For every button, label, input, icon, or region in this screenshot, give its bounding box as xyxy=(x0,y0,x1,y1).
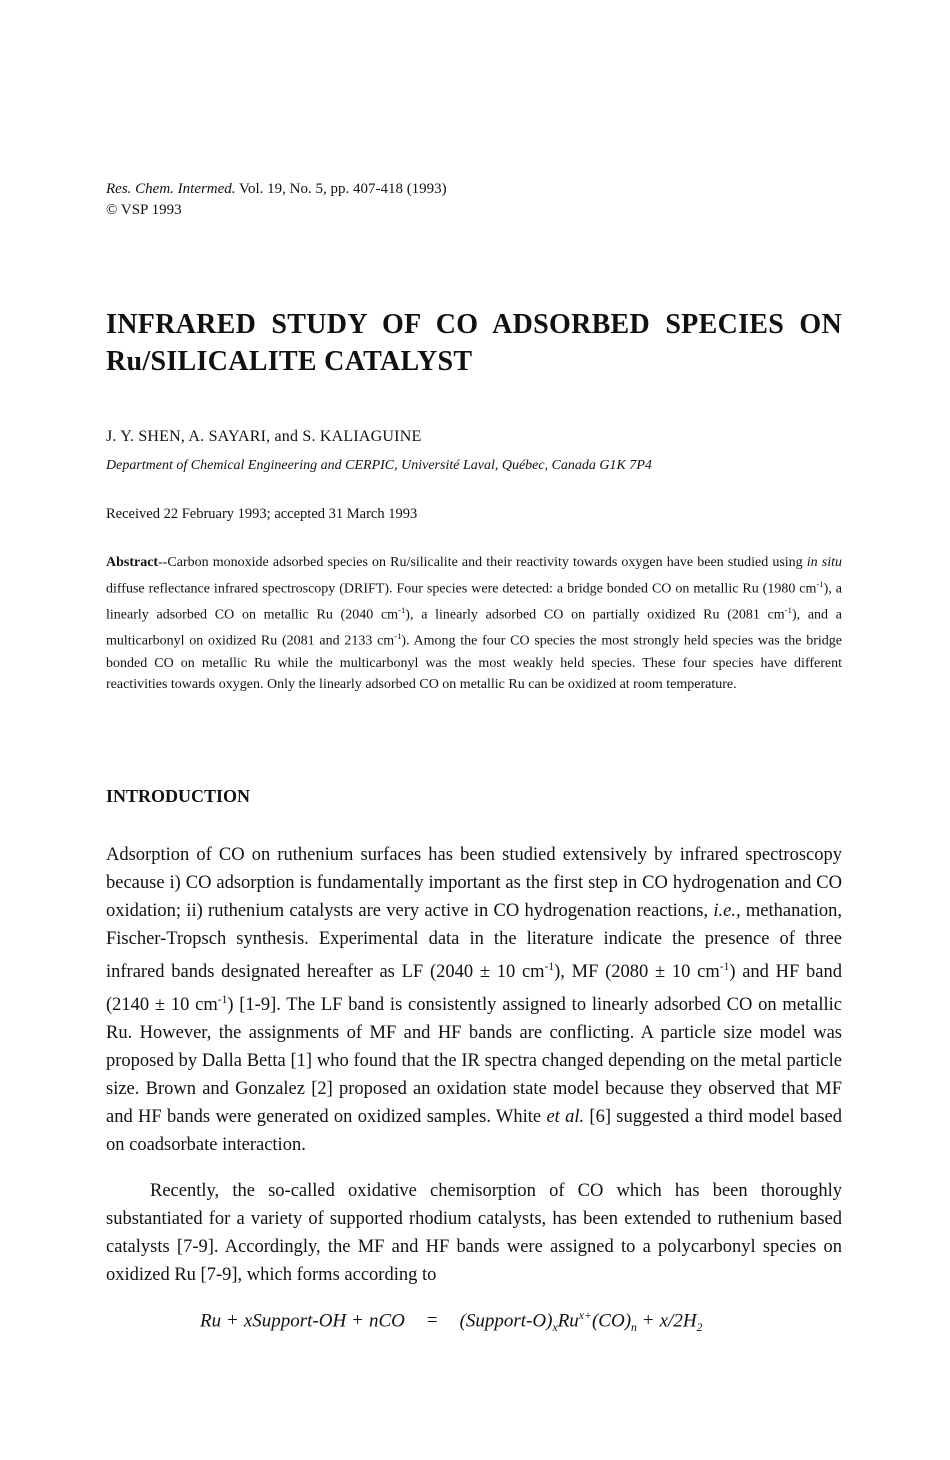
eq-operator: + xyxy=(642,1310,654,1332)
paragraph-italic: i.e., xyxy=(713,901,741,921)
eq-term: Ru xyxy=(200,1310,222,1332)
copyright: © VSP 1993 xyxy=(106,202,182,218)
eq-operator: + xyxy=(227,1310,238,1332)
abstract xyxy=(106,552,842,696)
affiliation: Department of Chemical Engineering and CERPIC, Université Laval, Québec, Canada G1K 7P4 xyxy=(106,458,652,473)
abstract-text: diffuse reflectance infrared spectroscopy (DRIFT). Four species were detected: a bridge bonded CO on metallic Ru (1980 cm xyxy=(106,581,817,597)
abstract-text: ), and a multicarbonyl on oxidized Ru (2081 and 2133 cm xyxy=(106,607,842,650)
superscript: -1 xyxy=(217,994,228,1007)
journal-details: Vol. 19, No. 5, pp. 407-418 (1993) xyxy=(239,181,447,197)
subscript: 2 xyxy=(696,1321,703,1335)
superscript: x+ xyxy=(578,1309,592,1322)
abstract-label: Abstract xyxy=(106,555,159,570)
paragraph-2: Recently, the so-called oxidative chemisorption of CO which has been thoroughly substantiated for a variety of supported rhodium catalysts, has been extended to ruthenium based catalysts [7-9]. Accordingly, the MF and HF bands were assigned to a polycarbonyl species on oxidized Ru [7-9], which forms according to xyxy=(106,1181,842,1285)
eq-operator: = xyxy=(426,1310,438,1332)
abstract-text: ). Among the four CO species the most strongly held species was the bridge bonded CO on metallic Ru while the multicarbonyl was the most weakly held species. These four species have different reactivities towards oxygen. Only the linearly adsorbed CO on metallic Ru can be oxidized at room temperature. xyxy=(106,634,843,693)
received-dates: Received 22 February 1993; accepted 31 March 1993 xyxy=(106,506,418,522)
paragraph-italic: et al. xyxy=(546,1107,585,1128)
eq-term: xSupport-OH xyxy=(243,1310,347,1332)
paragraph-text: ), MF (2080 ± 10 cm xyxy=(554,962,720,983)
abstract-text: --Carbon monoxide adsorbed species on Ru/silicalite and their reactivity towards oxygen have been studied using xyxy=(158,555,807,570)
eq-operator: + xyxy=(352,1310,363,1332)
chemical-equation xyxy=(200,1309,702,1335)
subscript: n xyxy=(631,1321,637,1335)
journal-citation xyxy=(106,179,447,221)
superscript: -1 xyxy=(816,578,824,589)
paragraph-text: [6] suggested a third model based on coadsorbate interaction. xyxy=(106,1107,843,1156)
paragraph-text: Adsorption of CO on ruthenium surfaces has been studied extensively by infrared spectroscopy because i) CO adsorption is fundamentally important as the first step in CO hydrogenation and CO oxidation; ii) ruthenium catalysts are very active in CO hydrogenation reactions, xyxy=(106,845,842,921)
journal-name: Res. Chem. Intermed. xyxy=(106,181,236,197)
eq-term: (Support-O) xyxy=(459,1310,553,1332)
paragraph-text: ) and HF band (2140 ± 10 cm xyxy=(106,962,842,1016)
paper-title: INFRARED STUDY OF CO ADSORBED SPECIES ON Ru/SILICALITE CATALYST xyxy=(106,309,842,377)
journal-line xyxy=(106,179,447,200)
superscript: -1 xyxy=(784,605,792,616)
abstract-text: ), a linearly adsorbed CO on metallic Ru (2040 cm xyxy=(106,581,842,623)
eq-term: x/2H xyxy=(659,1310,697,1332)
abstract-text: ), a linearly adsorbed CO on partially oxidized Ru (2081 cm xyxy=(405,607,785,623)
paragraph-text: methanation, Fischer-Tropsch synthesis. Experimental data in the literature indicate the presence of three infrared bands designated hereafter as LF (2040 ± 10 cm xyxy=(106,901,842,983)
superscript: -1 xyxy=(719,961,730,973)
eq-term: nCO xyxy=(368,1310,405,1332)
eq-term: Ru xyxy=(557,1310,579,1332)
subscript: x xyxy=(552,1321,558,1335)
eq-term: (CO) xyxy=(591,1310,632,1332)
authors: J. Y. SHEN, A. SAYARI, and S. KALIAGUINE xyxy=(106,428,422,445)
superscript: -1 xyxy=(398,605,406,616)
section-heading: INTRODUCTION xyxy=(106,786,251,806)
paragraph-text: ) [1-9]. The LF band is consistently assigned to linearly adsorbed CO on metallic Ru. However, the assignments of MF and HF bands are conflicting. A particle size model was proposed by Dalla Betta [1] who found that the IR spectra changed depending on the metal particle size. Brown and Gonzalez [2] proposed an oxidation state model because they observed that MF and HF bands were generated on oxidized samples. White xyxy=(106,995,843,1128)
superscript: -1 xyxy=(394,631,402,642)
paragraph-1 xyxy=(106,841,842,1159)
abstract-italic: in situ xyxy=(806,555,842,570)
superscript: -1 xyxy=(544,961,555,973)
